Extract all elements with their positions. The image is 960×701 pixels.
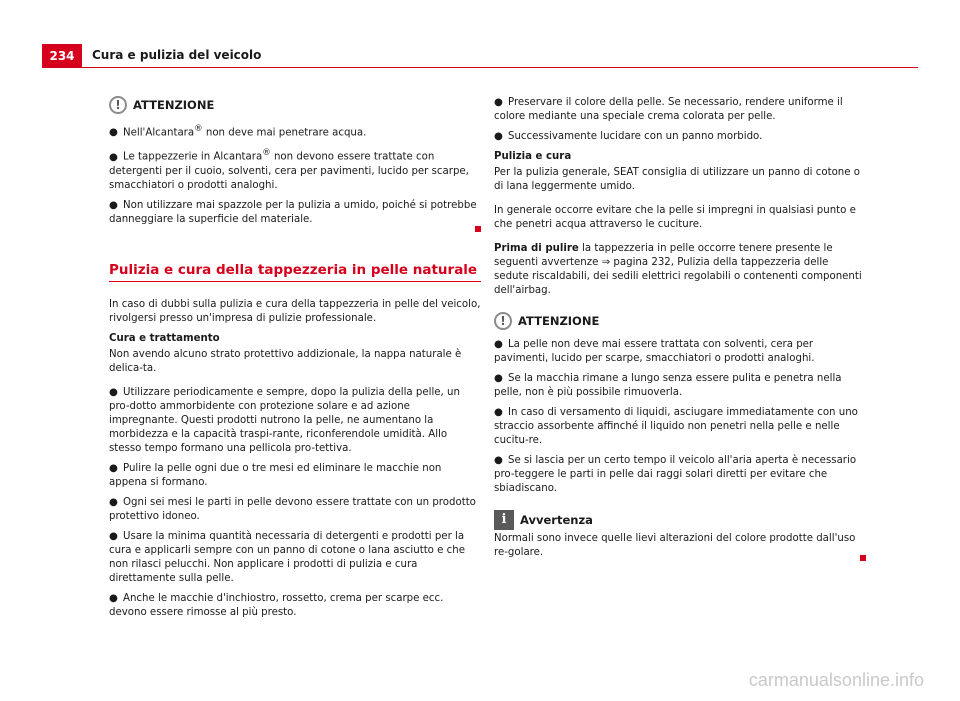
bullet-dot: ● — [109, 592, 118, 604]
list-item — [494, 130, 866, 144]
note-title: Avvertenza — [520, 513, 593, 527]
bullet-dot: ● — [494, 131, 503, 142]
care-bullet-list — [109, 386, 481, 620]
list-item — [109, 592, 481, 620]
bullet-text: In caso di versamento di liquidi, asciugare immediatamente con uno straccio assorbente affinché il liquido non penetri nella pelle e nelle cucitu-re. — [494, 407, 858, 446]
warning-bullet — [494, 372, 866, 400]
bullet-dot: ● — [494, 373, 503, 384]
warning-bullet — [494, 406, 866, 448]
exclamation-circle-icon: ! — [494, 312, 512, 330]
warning-heading — [109, 96, 481, 114]
list-item — [109, 386, 481, 456]
watermark: carmanualsonline.info — [748, 670, 924, 690]
warning-bullet — [109, 122, 481, 140]
note-heading — [494, 510, 866, 530]
list-item-text: Successivamente lucidare con un panno morbido. — [508, 131, 763, 142]
left-column — [109, 96, 481, 626]
bullet-dot: ● — [494, 339, 503, 350]
bullet-text: La pelle non deve mai essere trattata con solventi, cera per pavimenti, lucido per scarpe, smacchiatori o prodotti analoghi. — [494, 339, 815, 364]
bullet-text-cont: non devono essere trattate con detergenti per il cuoio, solventi, cera per pavimenti, lucido per scarpe, smacchiatori o prodotti analoghi. — [109, 151, 469, 191]
bold-lead: Prima di pulire — [494, 243, 579, 254]
section-end-mark — [475, 226, 481, 232]
paragraph-text: la tappezzeria in pelle occorre tenere presente le seguenti avvertenze ⇒ pagina 232, Pulizia della tappezzeria delle sedute riscaldabili, dei sedili elettrici regolabili o contenenti componenti dell'airbag. — [494, 243, 862, 296]
bullet-text: Non utilizzare mai spazzole per la pulizia a umido, poiché si potrebbe danneggiare la superficie del materiale. — [109, 199, 477, 225]
running-header-title: Cura e pulizia del veicolo — [92, 48, 262, 62]
warning-bullet — [494, 338, 866, 366]
bullet-dot: ● — [494, 455, 503, 466]
subheading: Cura e trattamento — [109, 332, 220, 344]
list-item-text: Ogni sei mesi le parti in pelle devono essere trattate con un prodotto protettivo idoneo. — [109, 496, 476, 522]
end-mark-wrap — [494, 552, 866, 566]
registered-mark: ® — [262, 148, 271, 159]
bullet-text: Nell'Alcantara — [123, 127, 195, 139]
section-end-mark — [860, 555, 866, 561]
subheading: Pulizia e cura — [494, 151, 572, 162]
paragraph: Non avendo alcuno strato protettivo addizionale, la nappa naturale è delica-ta. — [109, 348, 462, 374]
bullet-dot: ● — [109, 496, 118, 508]
note-text: Normali sono invece quelle lievi alterazioni del colore prodotte dall'uso re-golare. — [494, 533, 856, 558]
warning-heading — [494, 312, 866, 330]
section-title: Pulizia e cura della tappezzeria in pelle naturale — [109, 263, 481, 282]
bullet-text-cont: non deve mai penetrare acqua. — [202, 127, 367, 139]
list-item — [109, 462, 481, 490]
page-number: 234 — [42, 44, 82, 68]
list-item-text: Utilizzare periodicamente e sempre, dopo la pulizia della pelle, un pro-dotto ammorbidente con protezione solare e ad azione impregnante. Questi prodotti nutrono la pelle, ne aumentano la morbidezza e la capacità traspi-rante, riconferendole umidità. Allo stesso tempo formano una pellicola pro-tettiva. — [109, 386, 460, 454]
list-item-text: Usare la minima quantità necessaria di detergenti e prodotti per la cura e applicarli sempre con un panno di cotone o lana asciutto e che non rilasci pelucchi. Non applicare i prodotti di pulizia e cura direttamente sulla pelle. — [109, 530, 465, 584]
bullet-text: Le tappezzerie in Alcantara — [123, 151, 263, 163]
registered-mark: ® — [194, 124, 203, 134]
paragraph: Per la pulizia generale, SEAT consiglia di utilizzare un panno di cotone o di lana leggermente umido. — [494, 167, 860, 192]
bullet-text: Se la macchia rimane a lungo senza essere pulita e penetra nella pelle, non è più possibile rimuoverla. — [494, 373, 842, 398]
list-item — [109, 496, 481, 524]
info-square-icon: i — [494, 510, 514, 530]
warning-bullet — [494, 454, 866, 496]
intro-paragraph: In caso di dubbi sulla pulizia e cura della tappezzeria in pelle del veicolo, rivolgersi presso un'impresa di pulizie professionale. — [109, 298, 481, 324]
list-item-text: Anche le macchie d'inchiostro, rossetto, crema per scarpe ecc. devono essere rimosse al più presto. — [109, 592, 444, 618]
bullet-dot: ● — [494, 407, 503, 418]
bullet-text: Se si lascia per un certo tempo il veicolo all'aria aperta è necessario pro-teggere le parti in pelle dai raggi solari diretti per evitare che sbiadiscano. — [494, 455, 857, 494]
header-rule — [42, 67, 918, 68]
list-item — [494, 96, 866, 124]
bullet-dot: ● — [109, 127, 118, 139]
list-item — [109, 530, 481, 586]
list-item-text: Preservare il colore della pelle. Se necessario, rendere uniforme il colore mediante una speciale crema colorata per pelle. — [494, 97, 843, 122]
list-item-text: Pulire la pelle ogni due o tre mesi ed eliminare le macchie non appena si formano. — [109, 462, 442, 488]
paragraph: In generale occorre evitare che la pelle si impregni in qualsiasi punto e che penetri acqua attraverso le cuciture. — [494, 205, 856, 230]
paragraph-before-cleaning — [494, 242, 866, 298]
bullet-dot: ● — [109, 462, 118, 474]
warning-list — [109, 122, 481, 237]
bullet-dot: ● — [494, 97, 503, 108]
bullet-dot: ● — [109, 199, 118, 211]
bullet-dot: ● — [109, 151, 118, 163]
warning-list — [494, 338, 866, 496]
bullet-dot: ● — [109, 386, 118, 398]
warning-title: ATTENZIONE — [518, 314, 600, 328]
bullet-dot: ● — [109, 530, 118, 542]
right-column — [494, 96, 866, 566]
exclamation-circle-icon: ! — [109, 96, 127, 114]
warning-title: ATTENZIONE — [133, 98, 215, 112]
warning-bullet — [109, 146, 481, 192]
